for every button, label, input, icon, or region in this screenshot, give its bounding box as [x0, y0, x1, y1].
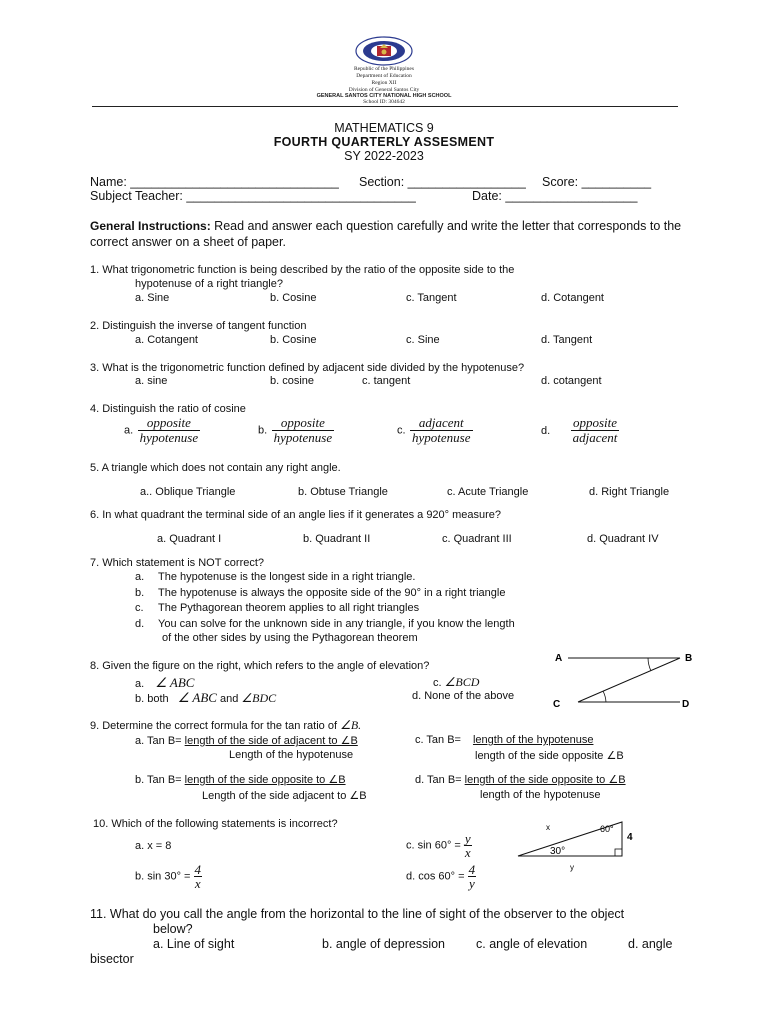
q2-option-c[interactable]: c. Sine — [406, 334, 440, 346]
q7-option-a[interactable]: The hypotenuse is the longest side in a right triangle. — [158, 571, 416, 583]
q11-option-b[interactable]: b. angle of depression — [322, 937, 446, 951]
q10-b-num: 4 — [194, 862, 202, 877]
q10-c-pre: c. sin 60° = — [406, 839, 464, 852]
q10-fig-x: x — [546, 823, 550, 832]
q9-b-num: length of the side opposite to ∠B — [184, 774, 346, 786]
q2-option-a[interactable]: a. Cotangent — [135, 334, 198, 346]
q9-d-den: length of the hypotenuse — [480, 789, 601, 801]
q1-option-a[interactable]: a. Sine — [135, 292, 170, 304]
deped-seal-icon — [355, 36, 413, 66]
header-division: Division of General Santos City — [348, 87, 420, 93]
q8-fig-label-d: D — [682, 699, 690, 710]
q10-b-den: x — [194, 876, 201, 891]
instructions-label: General Instructions: — [90, 219, 211, 233]
q8-option-d[interactable]: d. None of the above — [412, 690, 515, 702]
q10-d-num: 4 — [468, 862, 476, 877]
header-region: Region XII — [371, 80, 397, 86]
header-deped: Department of Education — [356, 73, 412, 79]
q4-b-num: opposite — [272, 416, 334, 431]
q7-c-letter[interactable]: c. — [135, 602, 144, 614]
q7-d-letter[interactable]: d. — [135, 618, 145, 630]
q7-option-c[interactable]: The Pythagorean theorem applies to all right triangles — [158, 602, 420, 614]
q4-option-a[interactable] — [124, 416, 200, 445]
q6-stem: 6. In what quadrant the terminal side of an angle lies if it generates a 920° measure? — [90, 509, 502, 521]
q8-c-angle: ∠BCD — [444, 675, 480, 689]
q8-figure — [548, 646, 698, 712]
q10-option-c[interactable] — [406, 832, 472, 859]
q10-fig-60: 60° — [600, 824, 614, 834]
q4-option-b[interactable] — [258, 416, 334, 445]
q1-stem-cont: hypotenuse of a right triangle? — [135, 278, 283, 290]
q10-fig-y: y — [570, 863, 574, 872]
q5-option-c[interactable]: c. Acute Triangle — [447, 486, 529, 498]
q8-c-letter: c. — [433, 677, 442, 689]
q10-b-pre: b. sin 30° = — [135, 870, 194, 883]
q4-d-num: opposite — [571, 416, 620, 431]
q9-b-pre: b. Tan B= — [135, 774, 185, 786]
header-school: GENERAL SANTOS CITY NATIONAL HIGH SCHOOL — [316, 93, 452, 99]
q5-option-b[interactable]: b. Obtuse Triangle — [298, 486, 388, 498]
q9-option-a[interactable] — [135, 734, 358, 747]
q11-option-a[interactable]: a. Line of sight — [153, 937, 235, 951]
q4-option-d[interactable] — [541, 416, 619, 445]
q4-option-c[interactable] — [397, 416, 473, 445]
q8-a-letter: a. — [135, 678, 145, 690]
q8-b-mid: and — [220, 693, 242, 705]
q4-a-fraction — [138, 416, 200, 445]
q10-option-b[interactable] — [135, 863, 202, 890]
title-sy: SY 2022-2023 — [344, 149, 424, 163]
q8-fig-label-b: B — [685, 653, 693, 664]
q6-option-d[interactable]: d. Quadrant IV — [587, 533, 659, 545]
q8-fig-label-a: A — [555, 653, 563, 664]
q7-b-letter[interactable]: b. — [135, 587, 145, 599]
q10-triangle-figure — [512, 818, 642, 876]
q1-option-c[interactable]: c. Tangent — [406, 292, 457, 304]
q9-a-num: length of the side of adjacent to ∠B — [184, 735, 358, 747]
q4-b-letter: b. — [258, 424, 268, 437]
q4-a-letter: a. — [124, 424, 134, 437]
q4-d-letter: d. — [541, 424, 551, 437]
q1-option-b[interactable]: b. Cosine — [270, 292, 317, 304]
date-field[interactable]: Date: ___________________ — [472, 189, 638, 203]
q9-option-c[interactable] — [415, 734, 593, 746]
q8-b-pre: b. both — [135, 693, 172, 705]
q10-fig-4: 4 — [627, 832, 633, 843]
q4-d-fraction — [571, 416, 620, 445]
q4-stem: 4. Distinguish the ratio of cosine — [90, 403, 246, 415]
title-exam: FOURTH QUARTERLY ASSESMENT — [273, 135, 495, 149]
q1-option-d[interactable]: d. Cotangent — [541, 292, 604, 304]
header-rule — [92, 106, 678, 107]
q8-option-b[interactable] — [135, 690, 276, 706]
q10-c-fraction — [464, 832, 472, 859]
q11-option-d[interactable]: d. angle — [628, 937, 673, 951]
q9-a-pre: a. Tan B= — [135, 735, 185, 747]
q9-stem-angle: ∠B. — [340, 718, 362, 732]
q8-option-c[interactable] — [433, 675, 479, 690]
q8-b-angle2: ∠BDC — [241, 691, 277, 705]
q10-d-den: y — [468, 876, 475, 891]
q8-a-angle: ∠ ABC — [155, 675, 195, 690]
instructions-text1: Read and answer each question carefully and write the letter that corresponds to the — [210, 219, 682, 233]
q4-c-den: hypotenuse — [412, 430, 471, 445]
q4-a-num: opposite — [138, 416, 200, 431]
q9-option-d[interactable] — [415, 773, 626, 786]
q10-fig-30: 30° — [550, 846, 566, 857]
q7-option-d[interactable]: You can solve for the unknown side in any triangle, if you know the length — [158, 618, 515, 630]
q7-option-b[interactable]: The hypotenuse is always the opposite side of the 90° in a right triangle — [158, 587, 506, 599]
q7-a-letter[interactable]: a. — [135, 571, 145, 583]
q10-stem: 10. Which of the following statements is incorrect? — [93, 818, 338, 830]
q6-option-c[interactable]: c. Quadrant III — [442, 533, 512, 545]
q6-option-a[interactable]: a. Quadrant I — [157, 533, 222, 545]
q4-b-fraction — [272, 416, 334, 445]
q9-d-num: length of the side opposite to ∠B — [464, 774, 626, 786]
q8-option-a[interactable] — [135, 675, 194, 691]
q11-option-d-cont: bisector — [90, 952, 134, 966]
q6-option-b[interactable]: b. Quadrant II — [303, 533, 371, 545]
q10-d-fraction — [468, 863, 477, 890]
q3-option-c[interactable]: c. tangent — [362, 375, 411, 387]
q7-stem: 7. Which statement is NOT correct? — [90, 557, 265, 569]
q9-stem-text: 9. Determine the correct formula for the tan ratio of — [90, 720, 341, 732]
q8-fig-label-c: C — [553, 699, 561, 710]
q11-option-c[interactable]: c. angle of elevation — [476, 937, 588, 951]
q5-option-a[interactable]: a.. Oblique Triangle — [140, 486, 236, 498]
q3-option-b[interactable]: b. cosine — [270, 375, 315, 387]
q9-c-num: length of the hypotenuse — [472, 734, 594, 746]
q9-d-pre: d. Tan B= — [415, 774, 465, 786]
q5-option-d[interactable]: d. Right Triangle — [589, 486, 670, 498]
name-field[interactable]: Name: ______________________________ — [90, 175, 339, 189]
q2-option-d[interactable]: d. Tangent — [541, 334, 593, 346]
q9-c-pre: c. Tan B= — [415, 734, 461, 746]
subject-teacher-field[interactable]: Subject Teacher: _________________________________ — [90, 189, 416, 203]
q10-c-den: x — [464, 845, 471, 860]
q4-c-fraction — [410, 416, 472, 445]
q9-c-den: length of the side opposite ∠B — [475, 750, 624, 762]
q4-c-letter: c. — [397, 424, 406, 437]
q10-d-pre: d. cos 60° = — [406, 870, 468, 883]
instructions-text2: correct answer on a sheet of paper. — [90, 235, 286, 249]
q3-option-a[interactable]: a. sine — [135, 375, 168, 387]
q10-c-num: y — [464, 831, 471, 846]
q2-option-b[interactable]: b. Cosine — [270, 334, 317, 346]
q8-stem: 8. Given the figure on the right, which refers to the angle of elevation? — [90, 660, 430, 672]
title-subject: MATHEMATICS 9 — [334, 121, 434, 135]
q4-b-den: hypotenuse — [273, 430, 333, 445]
q2-stem: 2. Distinguish the inverse of tangent function — [90, 320, 307, 332]
q8-b-angle1: ∠ ABC — [177, 690, 217, 705]
q10-option-a[interactable]: a. x = 8 — [135, 840, 172, 852]
section-field[interactable]: Section: _________________ — [359, 175, 526, 189]
header-republic: Republic of the Philippines — [353, 66, 415, 72]
q4-c-num: adjacent — [410, 416, 472, 431]
q5-stem: 5. A triangle which does not contain any right angle. — [90, 462, 341, 474]
q9-b-den: Length of the side adjacent to ∠B — [202, 790, 367, 802]
q1-stem: 1. What trigonometric function is being described by the ratio of the opposite side to the — [90, 264, 515, 276]
instructions-line1 — [90, 219, 681, 233]
q4-a-den: hypotenuse — [139, 430, 199, 445]
header-school-id: School ID: 304642 — [363, 99, 405, 105]
q7-option-d-cont: of the other sides by using the Pythagorean theorem — [162, 632, 418, 644]
q9-option-b[interactable] — [135, 773, 346, 786]
q10-option-d[interactable] — [406, 863, 476, 890]
q3-stem: 3. What is the trigonometric function defined by adjacent side divided by the hypotenuse? — [90, 362, 525, 374]
q4-d-den: adjacent — [572, 430, 618, 445]
score-field[interactable]: Score: __________ — [542, 175, 652, 189]
q9-a-den: Length of the hypotenuse — [229, 749, 354, 761]
q10-b-fraction — [194, 863, 203, 890]
q11-stem: 11. What do you call the angle from the horizontal to the line of sight of the observer to the object — [90, 907, 625, 921]
q11-stem-cont: below? — [153, 922, 193, 936]
q9-stem — [90, 718, 361, 733]
q3-option-d[interactable]: d. cotangent — [541, 375, 602, 387]
